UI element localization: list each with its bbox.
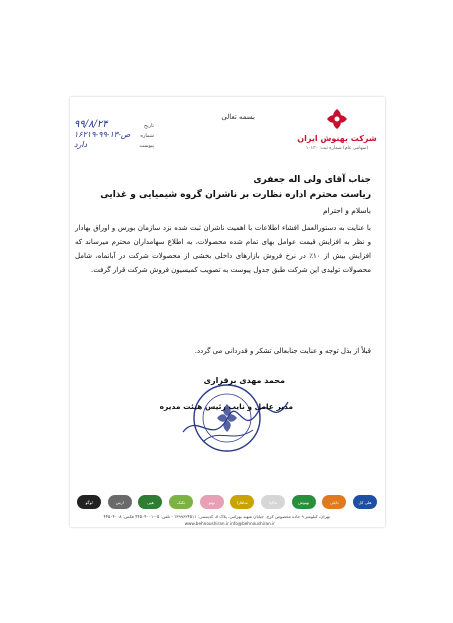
signer-title: مدیر عامل و نایب رئیس هیئت مدیره	[159, 402, 293, 411]
greeting: باسلام و احترام	[322, 206, 371, 215]
attachment-label: پیوست	[139, 143, 154, 149]
brand-logo: هپی	[138, 495, 162, 509]
recipient-name: جناب آقای ولی اله جعفری	[253, 175, 371, 185]
recipient-title: ریاست محترم اداره نظارت بر ناشران گروه شیمیایی و غذایی	[100, 190, 371, 200]
number-label: شماره	[140, 133, 154, 139]
brand-logo: هلی کل	[353, 495, 377, 509]
footer-address: تهران، کیلومتر ۹ جاده مخصوص کرج، خیابان شهید بهرامی، پلاک ۸، کدپستی: ۱۳۹۹۶۳۴۵۱۱ - تلفن: ۰۵-۴۴۵۰۴۰۰۱ فکس: ۴۴۵۰۴۰۰۸	[103, 514, 330, 519]
brand-logo: بهنوش	[292, 495, 316, 509]
closing-line: قبلاً از بذل توجه و عنایت جنابعالی تشکر و قدردانی می گردد.	[194, 347, 371, 355]
company-name: شرکت بهنوش ایران	[297, 134, 377, 143]
letter-body: با عنایت به دستورالعمل افشاء اطلاعات با اهمیت ناشران ثبت شده نزد سازمان بورس و اوراق بهادار و نظر به افزایش قیمت عوامل بهای تمام شده محصولات، به اطلاع سهامداران محترم میرساند که افزایش بیش از ۱۰٪ در نرخ فروش بازارهای داخلی بخشی از محصولات شرکت در آبانماه، شامل محصولات تولیدی این شرکت طبق جدول پیوست به تصویب کمیسیون فروش شرکت قرار گرفت.	[75, 224, 371, 274]
brand-logo: ماکیا	[261, 495, 285, 509]
brand-logo: لوگو	[77, 495, 101, 509]
behnoush-logo-icon	[325, 107, 349, 131]
footer-web: www.behnoushiran.ir info@behnoushiran.ir	[184, 521, 275, 526]
date-value: ۹۹/۸/۲۴	[74, 119, 108, 130]
attachment-value: دارد	[74, 140, 88, 149]
company-logo	[297, 104, 377, 164]
number-value: ۱۶۲۱۹-ص-۱۳-۹۹	[74, 130, 131, 139]
letter-page	[70, 97, 385, 527]
attachment-row	[74, 141, 154, 151]
date-label: تاریخ	[144, 123, 154, 129]
brand-logos	[77, 492, 377, 512]
letter-meta	[74, 121, 154, 151]
brand-logo: دایلی	[322, 495, 346, 509]
brand-logo: بهتو	[200, 495, 224, 509]
brand-logo: تکتک	[169, 495, 193, 509]
company-registration: (سهامی عام) شماره ثبت: ۱۰۱۳۰	[305, 146, 369, 151]
brand-logo: ساهارا	[230, 495, 254, 509]
basmala: بسمه تعالی	[221, 113, 255, 121]
brand-logo: ارس	[108, 495, 132, 509]
signer-name: محمد مهدی برقراری	[203, 376, 285, 385]
